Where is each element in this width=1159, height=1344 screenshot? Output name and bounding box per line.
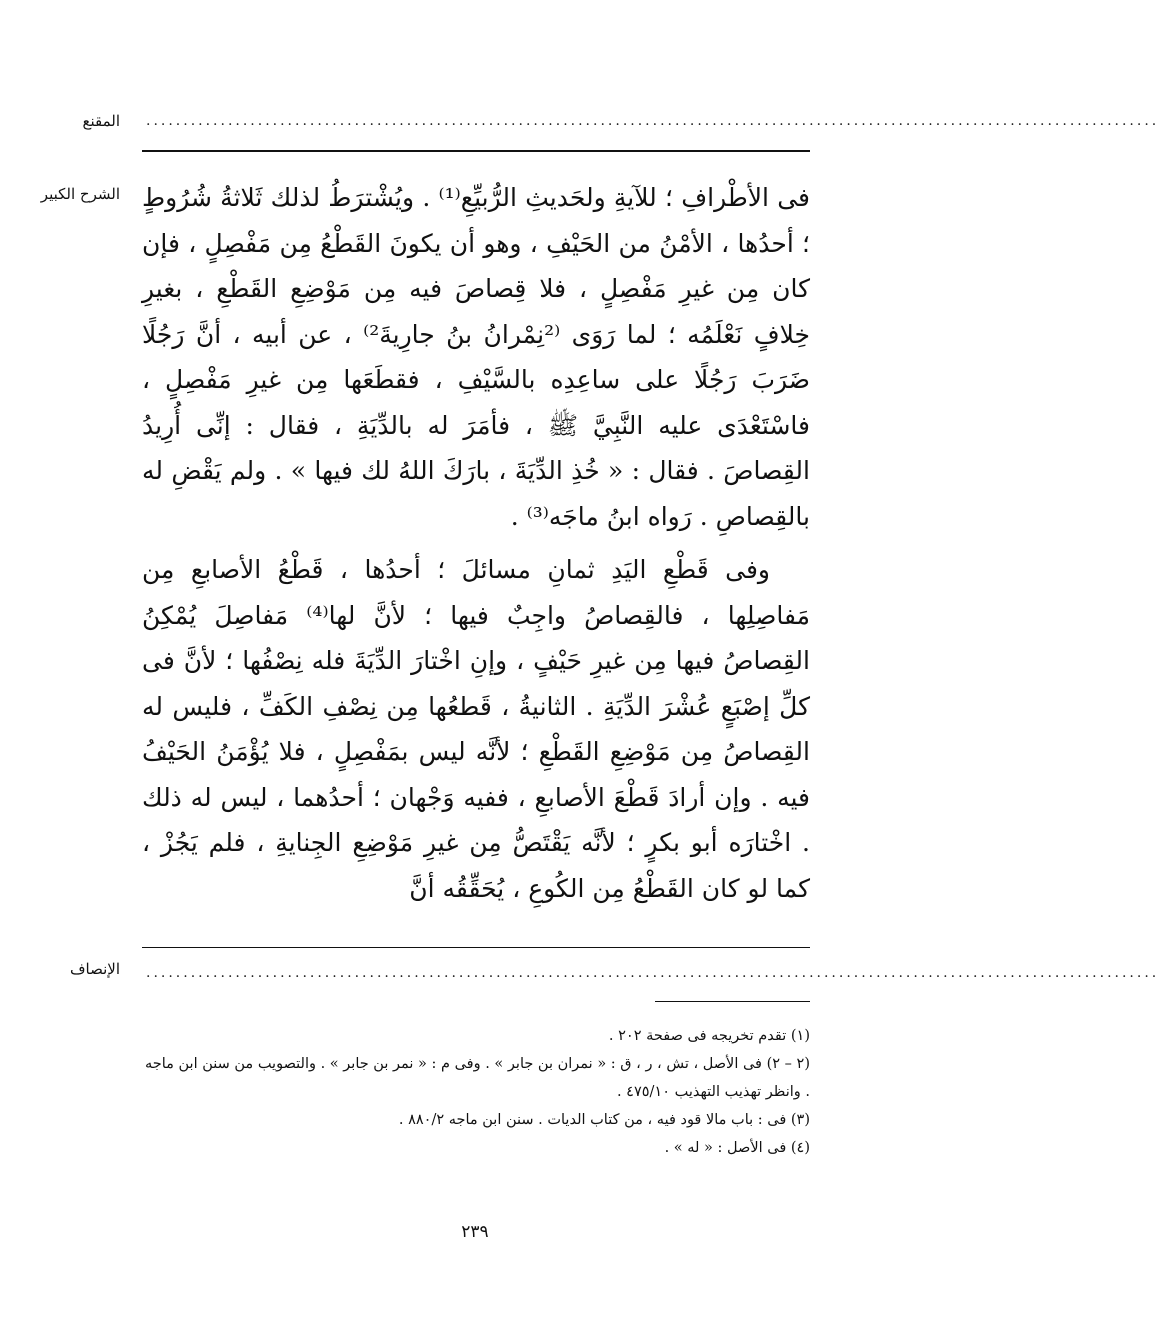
footnote-4: (٤) فى الأصل : « له » . bbox=[664, 1140, 810, 1156]
footnote-3: (٣) فى : باب مالا قود فيه ، من كتاب الديات . سنن ابن ماجه ٨٨٠/٢ . bbox=[398, 1112, 810, 1128]
bottom-dotted-line: ........................................................................................................................................ bbox=[146, 965, 1159, 981]
bottom-label: الإنصاف bbox=[69, 960, 120, 978]
header-dotted-line: ........................................................................................................................................ bbox=[146, 113, 1159, 129]
footnote-1: (١) تقدم تخريجه فى صفحة ٢٠٢ . bbox=[608, 1028, 810, 1044]
paragraph-1: فى الأطْرافِ ؛ للآيةِ ولحَديثِ الرُّبيِّعِ⁽¹⁾ . ويُشْترَطُ لذلك ثَلاثةُ شُرُوطٍ ؛ أحدُها ، الأمْنُ من الحَيْفِ ، وهو أن يكونَ القَطْعُ مِن مَفْصِلٍ ، فإن كان مِن غيرِ مَفْصِلٍ ، فلا قِصاصَ فيه مِن مَوْضِعِ القَطْعِ ، بغيرِ خِلافٍ نَعْلَمُه ؛ لما رَوَى ⁽²نِمْرانُ بنُ جارِيةَ²⁾ ، عن أبيه ، أنَّ رَجُلًا ضَرَبَ رَجُلًا على ساعِدِه بالسَّيْفِ ، فقطَعَها مِن غيرِ مَفْصِلٍ ، فاسْتَعْدَى عليه النَّبِيَّ ﷺ ، فأمَرَ له بالدِّيَةِ ، فقال : إنِّى أُرِيدُ القِصاصَ . فقال : « خُذِ الدِّيَةَ ، بارَكَ اللهُ لك فيها » . ولم يَقْضِ له بالقِصاصِ . رَواه ابنُ ماجَه⁽³⁾ . bbox=[142, 183, 811, 531]
page-number: ٢٣٩ bbox=[461, 1222, 489, 1242]
footnote-rule bbox=[655, 1001, 810, 1002]
footnotes bbox=[142, 1022, 810, 1162]
paragraph-2: وفى قَطْعِ اليَدِ ثمانِ مسائلَ ؛ أحدُها ، قَطْعُ الأصابعِ مِن مَفاصِلِها ، فالقِصاصُ واجِبٌ فيها ؛ لأنَّ لها⁽⁴⁾ مَفاصِلَ يُمْكِنُ القِصاصُ فيها مِن غيرِ حَيْفٍ ، وإنِ اخْتارَ الدِّيَةَ فله نِصْفُها ؛ لأنَّ فى كلِّ إصْبَعٍ عُشْرَ الدِّيَةِ . الثانيةُ ، قَطعُها مِن نِصْفِ الكَفِّ ، فليس له القِصاصُ مِن مَوْضِعِ القَطْعِ ؛ لأنَّه ليس بمَفْصِلٍ ، فلا يُؤْمَنُ الحَيْفُ فيه . وإن أرادَ قَطْعَ الأصابعِ ، ففيه وَجْهان ؛ أحدُهما ، ليس له ذلك . اخْتارَه أبو بكرٍ ؛ لأنَّه يَقْتَصُّ مِن غيرِ مَوْضِعِ الجِنايةِ ، فلم يَجُزْ ، كما لو كان القَطْعُ مِن الكُوعِ ، يُحَقِّقُه أنَّ bbox=[142, 555, 811, 903]
header-rule bbox=[142, 150, 810, 152]
bottom-rule bbox=[142, 947, 810, 948]
commentary-label: الشرح الكبير bbox=[40, 185, 120, 203]
main-text bbox=[142, 175, 810, 911]
running-title: المقنع bbox=[82, 112, 120, 130]
footnote-2: (٢ – ٢) فى الأصل ، تش ، ر ، ق : « نمران بن جابر » . وفى م : « نمر بن جابر » . والتصويب من سنن ابن ماجه . وانظر تهذيب التهذيب ٤٧٥/١٠ . bbox=[144, 1056, 810, 1100]
